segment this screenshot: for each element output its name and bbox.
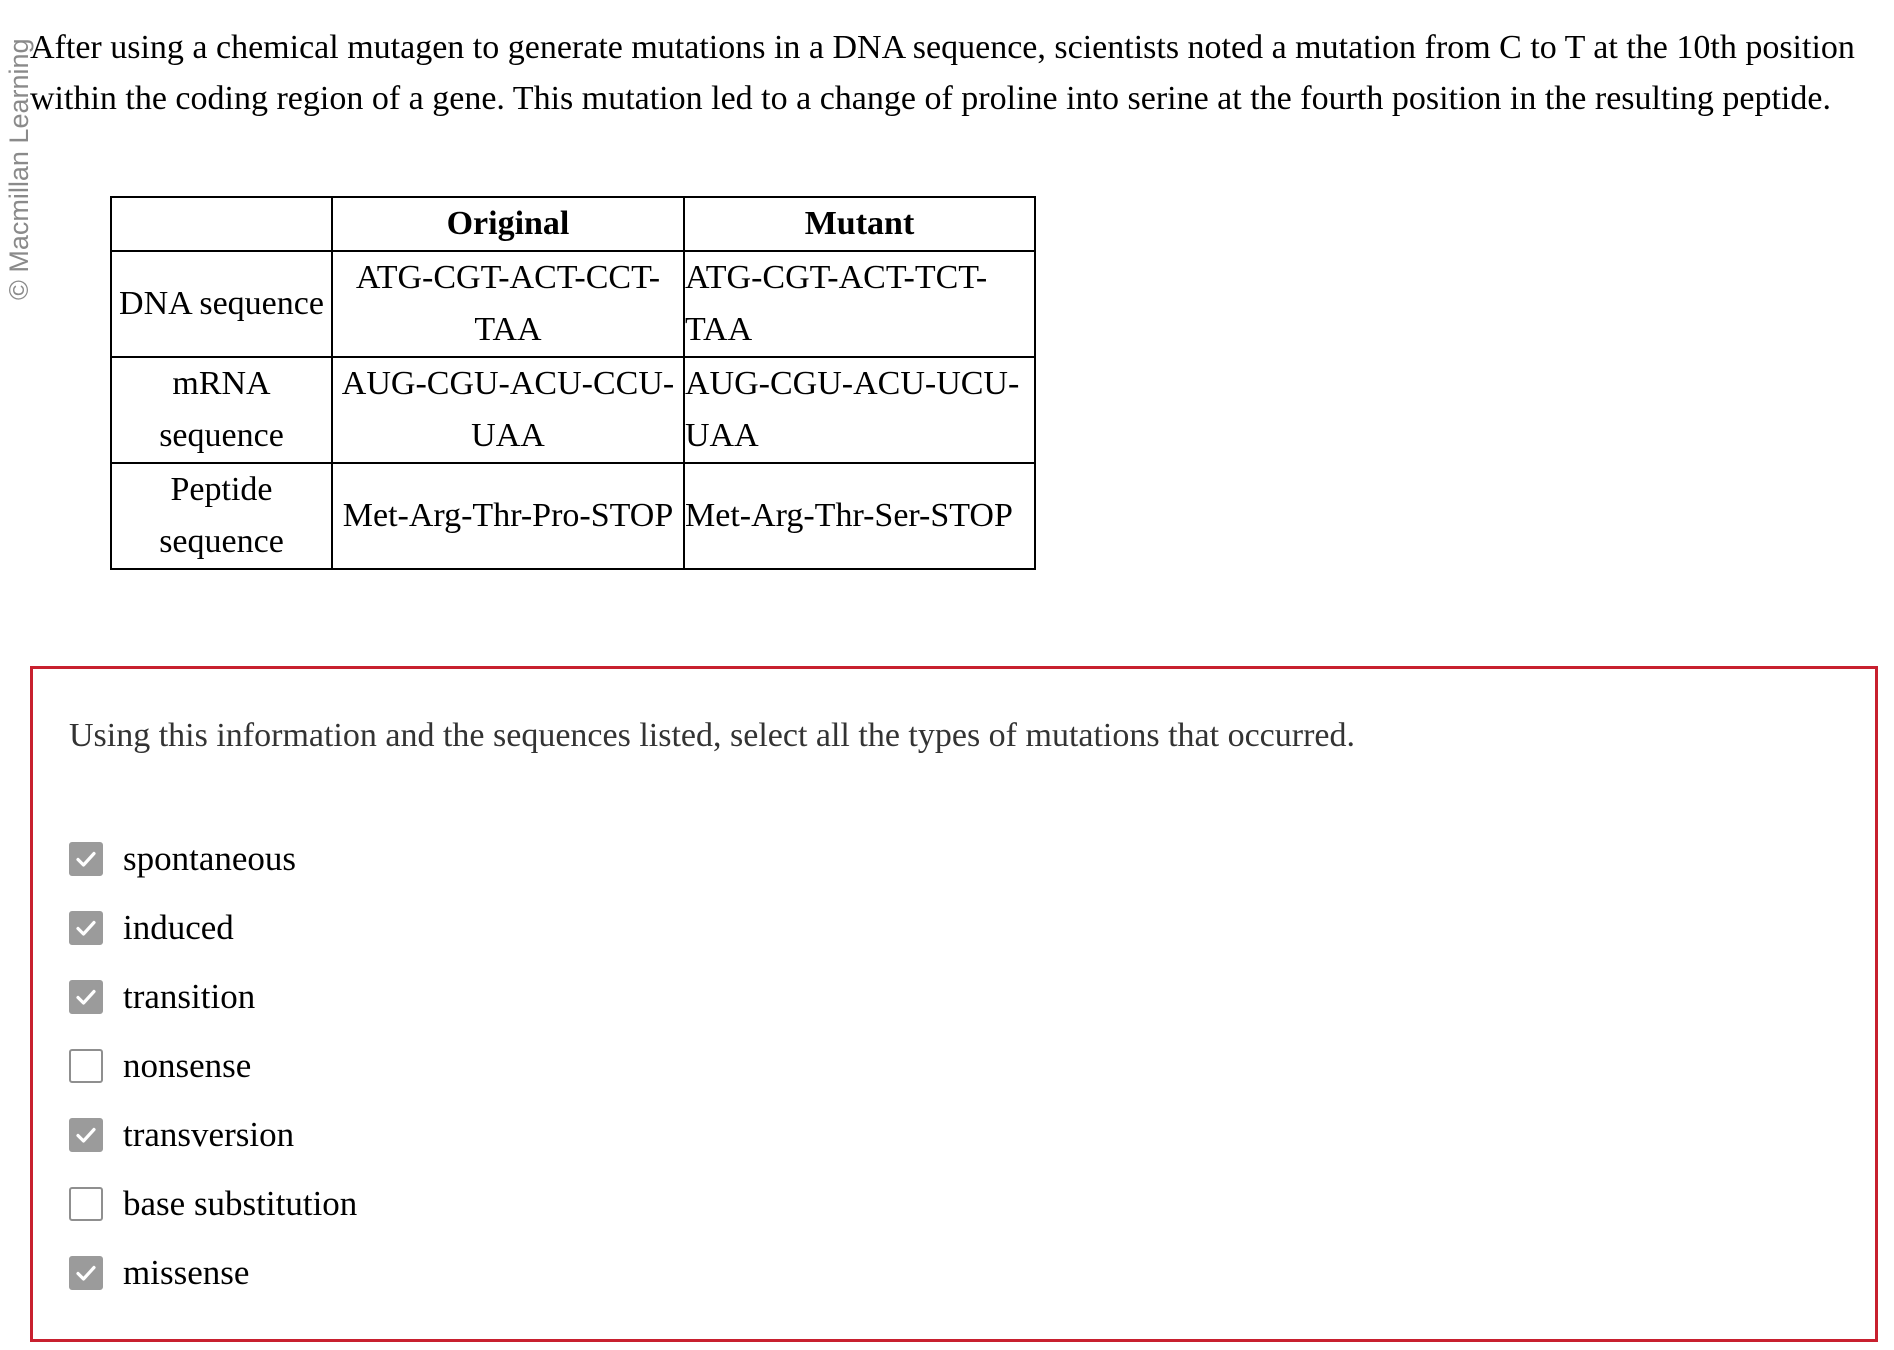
checkmark-icon: [74, 847, 98, 871]
mutant-cell: ATG-CGT-ACT-TCT-TAA: [684, 251, 1035, 357]
checkbox-checked[interactable]: [69, 911, 103, 945]
option-item[interactable]: [69, 893, 357, 962]
option-label: missense: [123, 1252, 250, 1292]
option-label: induced: [123, 907, 234, 947]
mutant-cell: Met-Arg-Thr-Ser-STOP: [684, 463, 1035, 569]
checkbox-checked[interactable]: [69, 1118, 103, 1152]
checkmark-icon: [74, 1261, 98, 1285]
table-row-mrna: [111, 357, 1035, 463]
checkbox-unchecked[interactable]: [69, 1187, 103, 1221]
option-item[interactable]: [69, 824, 357, 893]
original-cell: AUG-CGU-ACU-CCU-UAA: [332, 357, 684, 463]
table-row-dna: [111, 251, 1035, 357]
row-label: DNA sequence: [111, 251, 332, 357]
question-prompt: Using this information and the sequences listed, select all the types of mutations that occurred.: [69, 717, 1356, 754]
row-label: Peptide sequence: [111, 463, 332, 569]
checkbox-unchecked[interactable]: [69, 1049, 103, 1083]
option-label: spontaneous: [123, 838, 297, 878]
original-cell: ATG-CGT-ACT-CCT-TAA: [332, 251, 684, 357]
option-label: base substitution: [123, 1183, 358, 1223]
table-row-peptide: [111, 463, 1035, 569]
option-item[interactable]: [69, 962, 357, 1031]
original-cell: Met-Arg-Thr-Pro-STOP: [332, 463, 684, 569]
header-mutant: Mutant: [684, 197, 1035, 251]
option-item[interactable]: [69, 1100, 357, 1169]
checkmark-icon: [74, 985, 98, 1009]
option-item[interactable]: [69, 1238, 357, 1307]
table-header-row: [111, 197, 1035, 251]
option-item[interactable]: [69, 1169, 357, 1238]
question-intro: After using a chemical mutagen to generate mutations in a DNA sequence, scientists noted a mutation from C to T at the 10th position within the coding region of a gene. This mutation led to a change of proline into serine at the fourth position in the resulting peptide.: [30, 29, 1855, 117]
mutant-cell: AUG-CGU-ACU-UCU-UAA: [684, 357, 1035, 463]
sequence-table: [110, 196, 1036, 570]
options-list: [69, 824, 357, 1307]
checkbox-checked[interactable]: [69, 980, 103, 1014]
checkmark-icon: [74, 1123, 98, 1147]
option-item[interactable]: [69, 1031, 357, 1100]
row-label: mRNA sequence: [111, 357, 332, 463]
header-empty: [111, 197, 332, 251]
watermark-text: © Macmillan Learning: [4, 38, 34, 300]
checkbox-checked[interactable]: [69, 1256, 103, 1290]
checkmark-icon: [74, 916, 98, 940]
checkbox-checked[interactable]: [69, 842, 103, 876]
option-label: nonsense: [123, 1045, 252, 1085]
header-original: Original: [332, 197, 684, 251]
option-label: transversion: [123, 1114, 295, 1154]
question-box: [30, 666, 1878, 1342]
option-label: transition: [123, 976, 256, 1016]
